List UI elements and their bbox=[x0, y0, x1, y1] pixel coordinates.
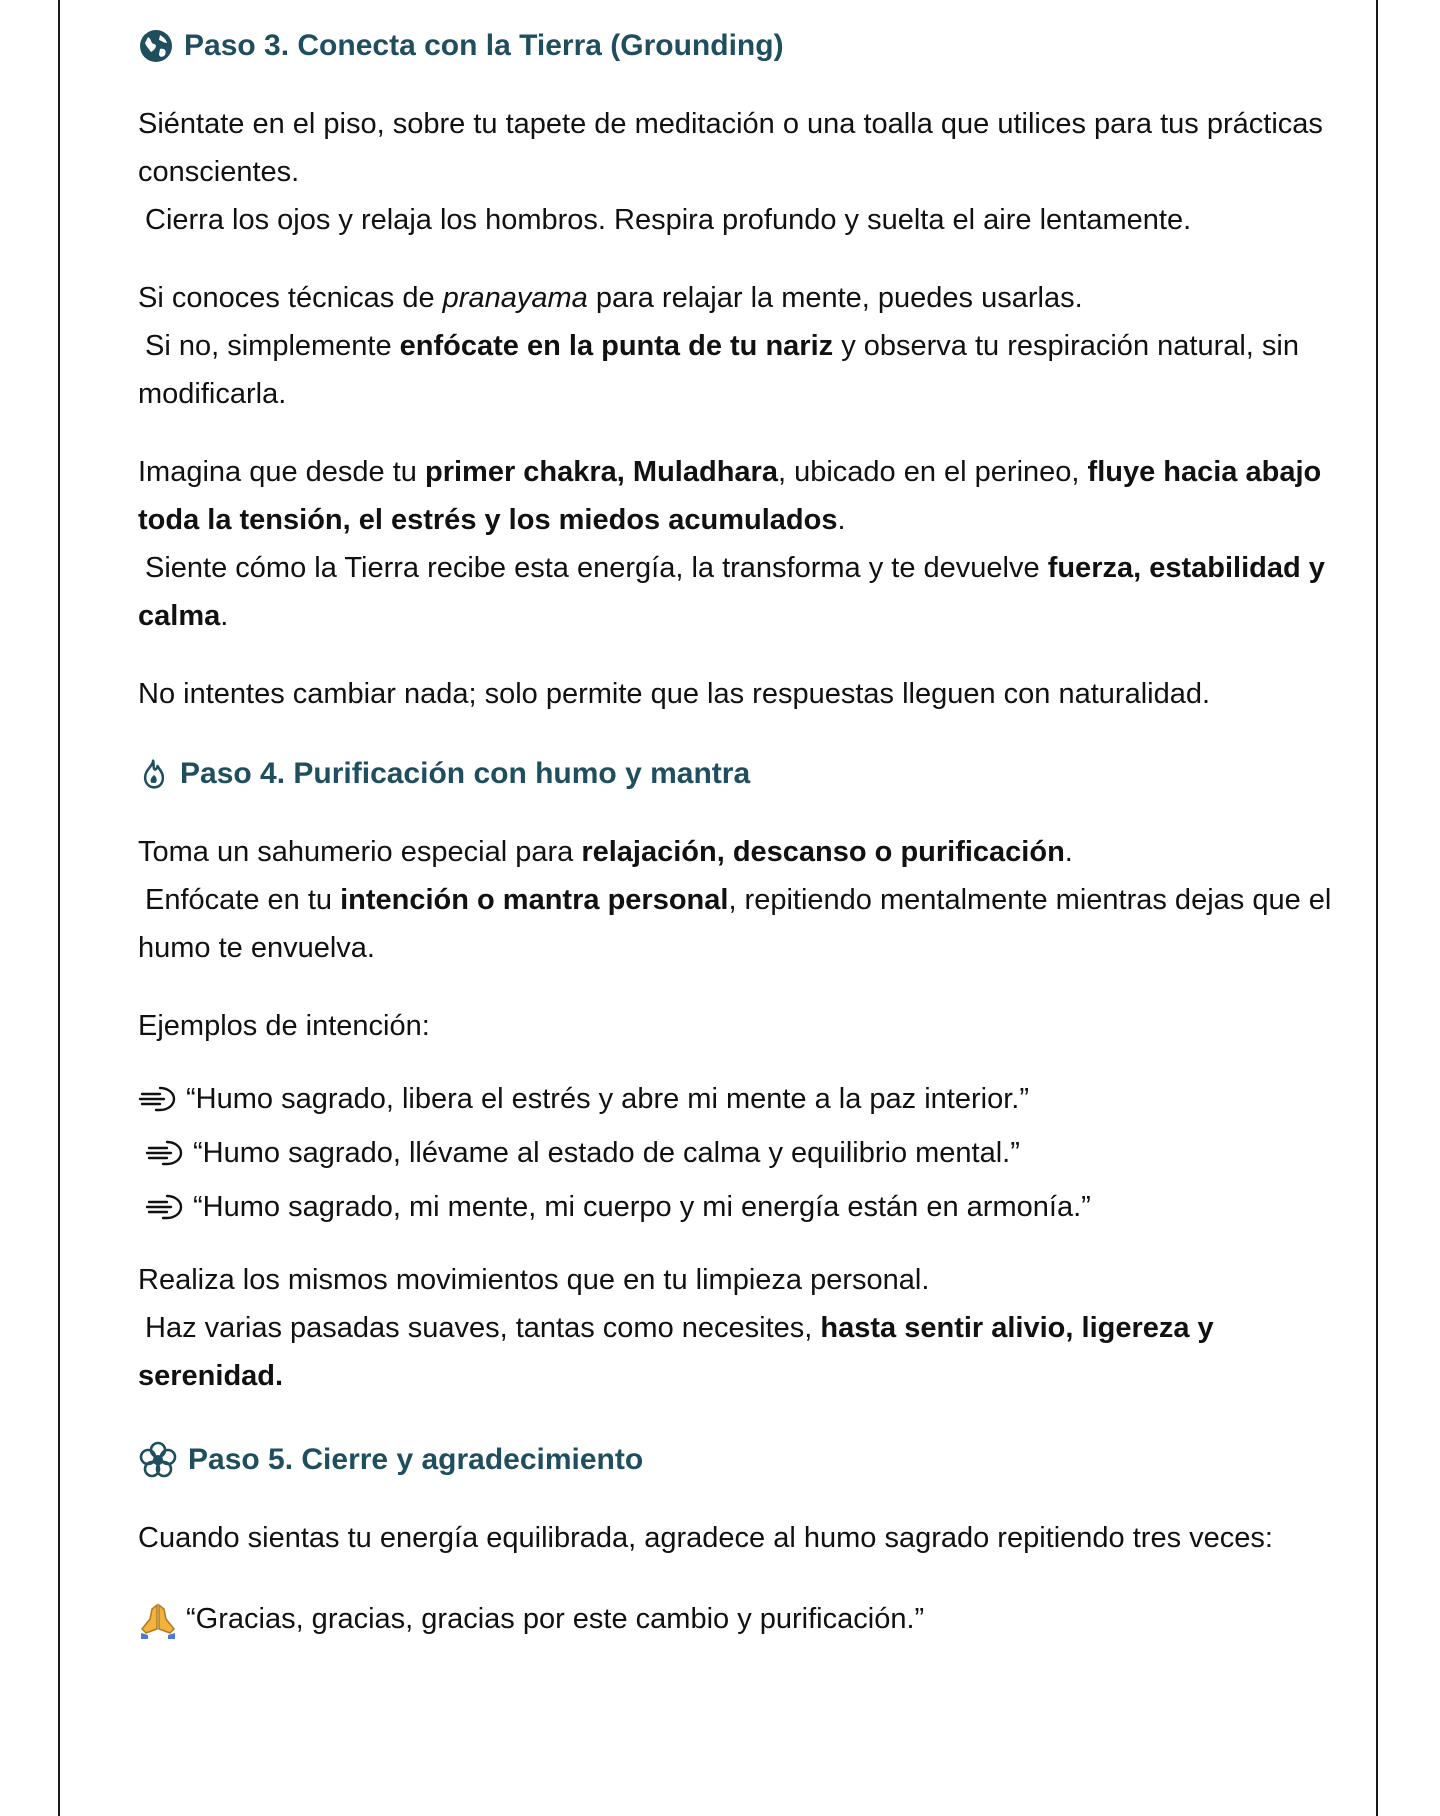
step3-heading bbox=[138, 26, 1348, 66]
step4-p2-emphasis: hasta sentir alivio, ligereza y serenidad. bbox=[138, 1312, 1214, 1392]
step3-paragraph-2 bbox=[138, 274, 1348, 418]
example-text-1: “Humo sagrado, libera el estrés y abre mi mente a la paz interior.” bbox=[186, 1083, 1029, 1115]
step3-p3-emphasis-2: fluye hacia abajo toda la tensión, el estrés y los miedos acumulados bbox=[138, 456, 1322, 536]
step3-p3-text-b: , ubicado en el perineo, bbox=[777, 456, 1088, 488]
step5-paragraph-1: Cuando sientas tu energía equilibrada, agradece al humo sagrado repitiendo tres veces: bbox=[138, 1522, 1273, 1554]
step3-p2-text-d: y observa tu respiración natural, sin modificarla. bbox=[138, 330, 1299, 410]
example-text-2: “Humo sagrado, llévame al estado de calma y equilibrio mental.” bbox=[193, 1137, 1020, 1169]
step4-p1-text-c: Enfócate en tu bbox=[145, 884, 341, 916]
example-text-3: “Humo sagrado, mi mente, mi cuerpo y mi energía están en armonía.” bbox=[193, 1191, 1091, 1223]
step3-p2-emphasis: enfócate en la punta de tu nariz bbox=[399, 330, 834, 362]
step3-p1-text-b: Cierra los ojos y relaja los hombros. Respira profundo y suelta el aire lentamente. bbox=[145, 204, 1192, 236]
step4-paragraph-1 bbox=[138, 828, 1348, 972]
step4-title: Paso 4. Purificación con humo y mantra bbox=[180, 757, 751, 790]
step3-p3-emphasis-3: fuerza, estabilidad y calma bbox=[138, 552, 1325, 632]
flame-icon bbox=[138, 756, 170, 792]
example-item bbox=[138, 1180, 1348, 1234]
closing-quote-text: “Gracias, gracias, gracias por este cambio y purificación.” bbox=[186, 1603, 925, 1635]
example-item bbox=[138, 1126, 1348, 1180]
step3-p3-text-d: Siente cómo la Tierra recibe esta energía, la transforma y te devuelve bbox=[145, 552, 1048, 584]
step4-p1-emphasis-2: intención o mantra personal bbox=[340, 884, 729, 916]
step5-title: Paso 5. Cierre y agradecimiento bbox=[188, 1443, 644, 1476]
step3-paragraph-3 bbox=[138, 448, 1348, 640]
step4-p2-text-b: Haz varias pasadas suaves, tantas como necesites, bbox=[145, 1312, 821, 1344]
praying-hands-icon bbox=[138, 1599, 178, 1639]
step5-heading bbox=[138, 1440, 1348, 1480]
step3-p3-text-e: . bbox=[220, 600, 229, 632]
examples-label: Ejemplos de intención: bbox=[138, 1010, 430, 1042]
step4-p1-text-a: Toma un sahumerio especial para bbox=[138, 836, 582, 868]
step4-p1-text-d: , repitiendo mentalmente mientras dejas que el humo te envuelva. bbox=[138, 884, 1332, 964]
wind-icon bbox=[145, 1192, 185, 1222]
step3-p3-emphasis-1: primer chakra, Muladhara bbox=[424, 456, 778, 488]
pranayama-term: pranayama bbox=[442, 282, 588, 314]
step4-p2-text-a: Realiza los mismos movimientos que en tu limpieza personal. bbox=[138, 1264, 930, 1296]
wind-icon bbox=[138, 1084, 178, 1114]
step4-p1-emphasis: relajación, descanso o purificación bbox=[581, 836, 1065, 868]
step3-title: Paso 3. Conecta con la Tierra (Grounding) bbox=[184, 29, 784, 62]
step4-p1-text-b: . bbox=[1064, 836, 1073, 868]
step3-p1-text-a: Siéntate en el piso, sobre tu tapete de meditación o una toalla que utilices para tus prácticas conscientes. bbox=[138, 108, 1323, 188]
step3-paragraph-1 bbox=[138, 100, 1348, 244]
globe-icon bbox=[138, 28, 174, 64]
step3-p2-text-a: Si conoces técnicas de bbox=[138, 282, 443, 314]
example-item bbox=[138, 1072, 1348, 1126]
step4-heading bbox=[138, 754, 1348, 794]
step3-p3-text-c: . bbox=[837, 504, 846, 536]
step3-p3-text-a: Imagina que desde tu bbox=[138, 456, 425, 488]
document-content bbox=[138, 0, 1348, 1646]
wind-icon bbox=[145, 1138, 185, 1168]
examples-list bbox=[138, 1072, 1348, 1234]
step3-p2-text-b: para relajar la mente, puedes usarlas. bbox=[587, 282, 1083, 314]
flower-icon bbox=[138, 1440, 178, 1480]
step4-paragraph-2 bbox=[138, 1256, 1348, 1400]
step3-p2-text-c: Si no, simplemente bbox=[145, 330, 400, 362]
closing-quote bbox=[138, 1592, 1348, 1646]
step3-paragraph-4: No intentes cambiar nada; solo permite que las respuestas lleguen con naturalidad. bbox=[138, 678, 1211, 710]
